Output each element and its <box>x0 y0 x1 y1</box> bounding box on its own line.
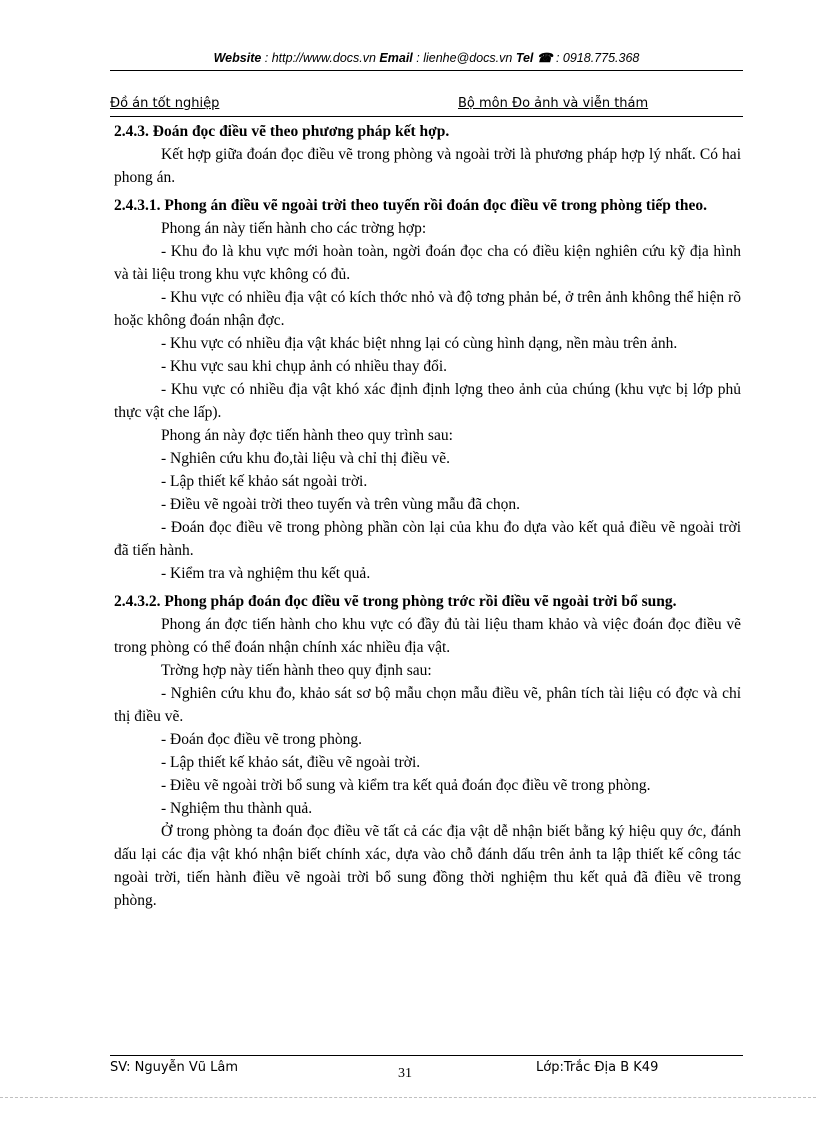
phone-icon: ☎ <box>536 51 553 65</box>
list-item: - Khu vực có nhiều địa vật khó xác định định lợng theo ảnh của chúng (khu vực bị lớp phủ thực vật che lấp). <box>114 381 741 421</box>
list-item: - Kiểm tra và nghiệm thu kết quả. <box>161 565 371 582</box>
footer-student: SV: Nguyễn Vũ Lâm <box>110 1060 239 1075</box>
tel-label: Tel <box>515 51 534 65</box>
website-url[interactable]: : http://www.docs.vn <box>261 51 380 65</box>
top-divider <box>110 70 743 71</box>
list-item: - Lập thiết kế khảo sát, điều vẽ ngoài trời. <box>161 754 421 771</box>
subsection-heading: 2.4.3.1. Phong án điều vẽ ngoài trời theo tuyến rồi đoán đọc điều vẽ trong phòng tiếp theo. <box>114 197 708 214</box>
list-item: - Đoán đọc điều vẽ trong phòng phần còn lại của khu đo dựa vào kết quả điều vẽ ngoài trời đã tiến hành. <box>114 519 741 559</box>
website-label: Website <box>213 51 262 65</box>
paragraph: Ở trong phòng ta đoán đọc điều vẽ tất cả các địa vật dễ nhận biết bằng ký hiệu quy ớc, đánh dấu lại các địa vật khó nhận biết chính xác, dựa vào chỗ đánh dấu trên ảnh ta lập thiết kế công tác ngoài trời, tiến hành điều vẽ ngoài trời bổ sung đồng thời nghiệm thu kết quả đã điều vẽ trong phòng. <box>114 823 741 909</box>
list-item: - Khu đo là khu vực mới hoàn toàn, ngời đoán đọc cha có điều kiện nghiên cứu kỹ địa hình và tài liệu trong khu vực không có đủ. <box>114 243 741 283</box>
page-header <box>110 96 743 117</box>
email-label: Email <box>379 51 413 65</box>
list-item: - Khu vực có nhiều địa vật có kích thớc nhỏ và độ tơng phản bé, ở trên ảnh không thể hiện rõ hoặc không đoán nhận đợc. <box>114 289 741 329</box>
subsection-heading: 2.4.3.2. Phong pháp đoán đọc điều vẽ trong phòng trớc rồi điều vẽ ngoài trời bổ sung. <box>114 593 677 610</box>
header-right-title: Bộ môn Đo ảnh và viễn thám <box>458 96 649 111</box>
list-item: - Lập thiết kế khảo sát ngoài trời. <box>161 473 368 490</box>
list-item: - Nghiệm thu thành quả. <box>161 800 313 817</box>
header-left-title: Đồ án tốt nghiệp <box>110 96 220 111</box>
paragraph: Trờng hợp này tiến hành theo quy định sau: <box>161 662 432 679</box>
section-heading: 2.4.3. Đoán đọc điều vẽ theo phương pháp kết hợp. <box>114 123 450 140</box>
list-item: - Điều vẽ ngoài trời bổ sung và kiểm tra kết quả đoán đọc điều vẽ trong phòng. <box>161 777 651 794</box>
page-number: 31 <box>398 1066 412 1081</box>
paragraph: Phong án này tiến hành cho các trờng hợp: <box>161 220 427 237</box>
list-item: - Điều vẽ ngoài trời theo tuyến và trên vùng mẫu đã chọn. <box>161 496 520 513</box>
list-item: - Nghiên cứu khu đo,tài liệu và chỉ thị điều vẽ. <box>161 450 451 467</box>
page-break-line <box>0 1097 816 1098</box>
document-body <box>114 120 741 912</box>
paragraph: Kết hợp giữa đoán đọc điều vẽ trong phòng và ngoài trời là phương pháp hợp lý nhất. Có hai phong án. <box>114 146 741 186</box>
email-address[interactable]: : lienhe@docs.vn <box>412 51 516 65</box>
footer-divider <box>110 1055 743 1056</box>
list-item: - Nghiên cứu khu đo, khảo sát sơ bộ mẫu chọn mẫu điều vẽ, phân tích tài liệu có đợc và chỉ thị điều vẽ. <box>114 685 741 725</box>
footer-class: Lớp:Trắc Địa B K49 <box>536 1060 659 1075</box>
list-item: - Đoán đọc điều vẽ trong phòng. <box>161 731 363 748</box>
paragraph: Phong án này đợc tiến hành theo quy trình sau: <box>161 427 453 444</box>
list-item: - Khu vực có nhiều địa vật khác biệt nhng lại có cùng hình dạng, nền màu trên ảnh. <box>161 335 678 352</box>
phone-number: : 0918.775.368 <box>552 51 640 65</box>
paragraph: Phong án đợc tiến hành cho khu vực có đầy đủ tài liệu tham khảo và việc đoán đọc điều vẽ trong phòng có thể đoán nhận chính xác nhiều địa vật. <box>114 616 741 656</box>
list-item: - Khu vực sau khi chụp ảnh có nhiều thay đổi. <box>161 358 448 375</box>
website-bar <box>110 50 743 65</box>
